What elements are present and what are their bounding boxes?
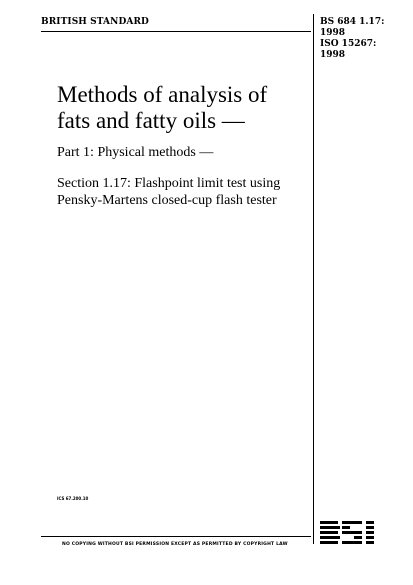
section-line: Section 1.17: Flashpoint limit test using	[57, 176, 281, 191]
reference-line: 1998	[320, 28, 346, 38]
reference-line: BS 684 1.17:	[320, 17, 385, 27]
section-line: Pensky-Martens closed-cup flash tester	[57, 193, 277, 208]
publisher-label: BRITISH STANDARD	[41, 17, 149, 27]
standard-references	[320, 17, 400, 61]
reference-line: ISO 15267:	[320, 39, 377, 49]
copyright-notice: NO COPYING WITHOUT BSI PERMISSION EXCEPT AS PERMITTED BY COPYRIGHT LAW	[62, 542, 288, 547]
document-title	[57, 82, 307, 134]
bsi-logo	[320, 519, 382, 549]
header-rule	[41, 31, 311, 32]
section-heading	[57, 175, 312, 209]
footer-rule	[41, 536, 311, 537]
vertical-divider	[313, 14, 314, 544]
part-heading: Part 1: Physical methods —	[57, 145, 214, 160]
reference-line: 1998	[320, 50, 346, 60]
title-line: fats and fatty oils —	[57, 108, 245, 133]
title-line: Methods of analysis of	[57, 82, 268, 107]
classification-code: ICS 67.200.10	[57, 496, 89, 501]
